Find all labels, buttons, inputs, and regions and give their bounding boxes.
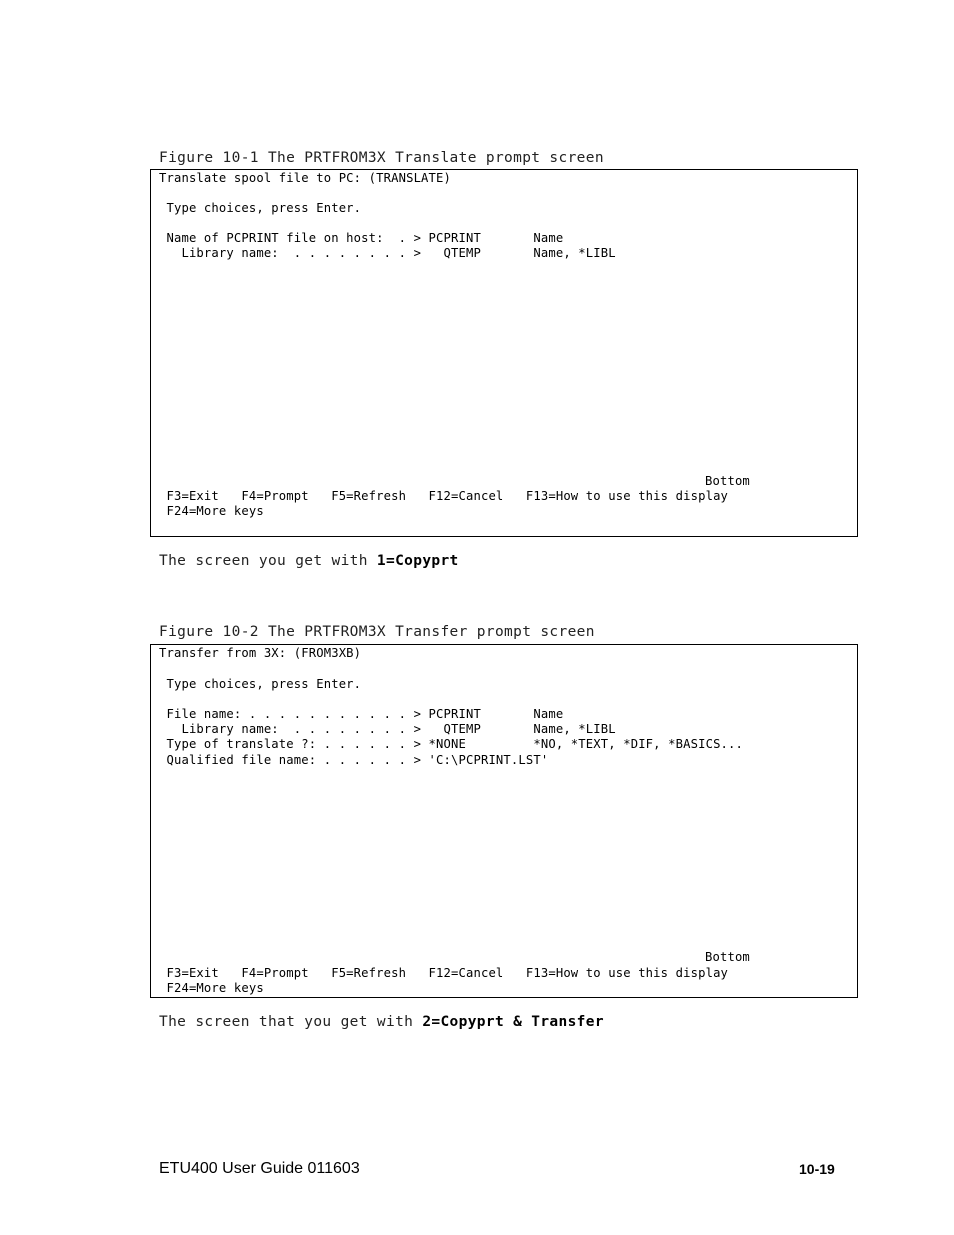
field-row-library[interactable]: Library name: . . . . . . . . > QTEMP Name, *LIBL [159,246,616,260]
screen-instruction: Type choices, press Enter. [159,201,362,215]
guide-title-footer: ETU400 User Guide 011603 [159,1160,360,1177]
figure-1-caption: Figure 10-1 The PRTFROM3X Translate prompt screen [159,150,604,166]
field-row-library[interactable]: Library name: . . . . . . . . > QTEMP Name, *LIBL [159,722,616,736]
transfer-prompt-screen [150,644,858,998]
figure-2-caption: Figure 10-2 The PRTFROM3X Transfer prompt screen [159,624,595,640]
screen-status-bottom: Bottom [705,950,750,964]
screen-instruction: Type choices, press Enter. [159,677,362,691]
function-keys-line-2[interactable]: F24=More keys [159,504,264,518]
field-row-file-name[interactable]: File name: . . . . . . . . . . . > PCPRINT Name [159,707,564,721]
field-row-qualified-file-name[interactable]: Qualified file name: . . . . . . > 'C:\PCPRINT.LST' [159,753,549,767]
screen-title: Translate spool file to PC: (TRANSLATE) [159,171,452,185]
screen-title: Transfer from 3X: (FROM3XB) [159,646,362,660]
figure-1-note-option: 1=Copyprt [376,553,459,569]
figure-1-note [159,553,459,569]
field-row-translate-type[interactable]: Type of translate ?: . . . . . . > *NONE *NO, *TEXT, *DIF, *BASICS... [159,737,744,751]
page-number: 10-19 [799,1161,835,1177]
function-keys-line-2[interactable]: F24=More keys [159,981,264,995]
figure-1-note-text: The screen you get with [159,553,377,569]
function-keys-line-1[interactable]: F3=Exit F4=Prompt F5=Refresh F12=Cancel F13=How to use this display [159,966,729,980]
screen-status-bottom: Bottom [705,474,750,488]
figure-2-note-option: 2=Copyprt & Transfer [422,1014,604,1030]
field-row-pcprint-file[interactable]: Name of PCPRINT file on host: . > PCPRINT Name [159,231,564,245]
function-keys-line-1[interactable]: F3=Exit F4=Prompt F5=Refresh F12=Cancel F13=How to use this display [159,489,729,503]
translate-prompt-screen [150,169,858,537]
figure-2-note [159,1014,604,1030]
figure-2-note-text: The screen that you get with [159,1014,423,1030]
